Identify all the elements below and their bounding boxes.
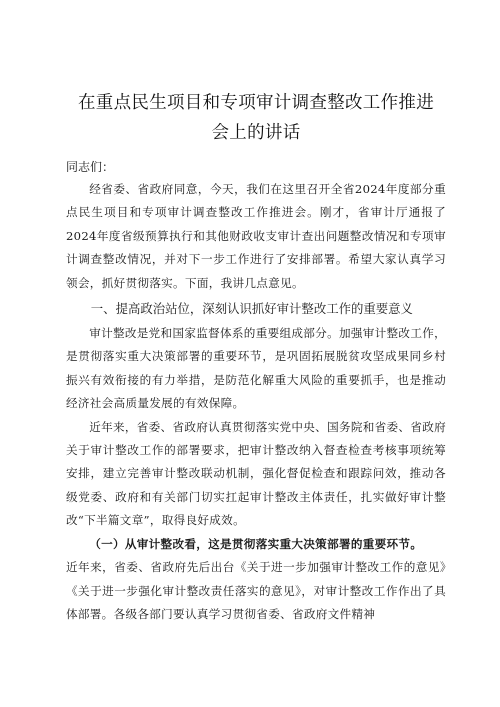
paragraph-intro: 经省委、省政府同意，今天，我们在这里召开全省2024年度部分重点民生项目和专项审计调查整改工作推进会。刚才，省审计厅通报了2024年度省级预算执行和其他财政收支审计查出问题整改情况和专项审计调查整改情况，并对下一步工作进行了安排部署。希望大家认真学习领会，抓好贯彻落实。下面，我讲几点意见。 xyxy=(66,182,446,290)
section-heading-1: 一、提高政治站位，深刻认识抓好审计整改工作的重要意义 xyxy=(90,301,413,317)
paragraph-2: 近年来，省委、省政府认真贯彻落实党中央、国务院和省委、省政府关于审计整改工作的部署要求，把审计整改纳入督查检查考核事项统筹安排，建立完善审计整改联动机制，强化督促检查和跟踪问效，推动各级党委、政府和有关部门切实扛起审计整改主体责任，扎实做好审计整改“下半篇文章”，取得良好成效。 xyxy=(66,419,447,528)
salutation: 同志们： xyxy=(66,160,115,174)
subsection-heading-1: （一）从审计整改看，这是贯彻落实重大决策部署的重要环节。 xyxy=(89,536,423,551)
paragraph-3: 近年来，省委、省政府先后出台《关于进一步加强审计整改工作的意见》《关于进一步强化审计整改责任落实的意见》，对审计整改工作作出了具体部署。各级各部门要认真学习贯彻省委、省政府文件精神 xyxy=(66,560,446,621)
paragraph-1: 审计整改是党和国家监督体系的重要组成部分。加强审计整改工作，是贯彻落实重大决策部署的重要环节，是巩固拓展脱贫攻坚成果同乡村振兴有效衔接的有力举措，是防范化解重大风险的重要抓手，也是推动经济社会高质量发展的有效保障。 xyxy=(66,326,447,411)
title-line-1: 在重点民生项目和专项审计调查整改工作推进 xyxy=(78,93,434,113)
document-title xyxy=(66,88,446,148)
title-line-2: 会上的讲话 xyxy=(211,123,301,143)
